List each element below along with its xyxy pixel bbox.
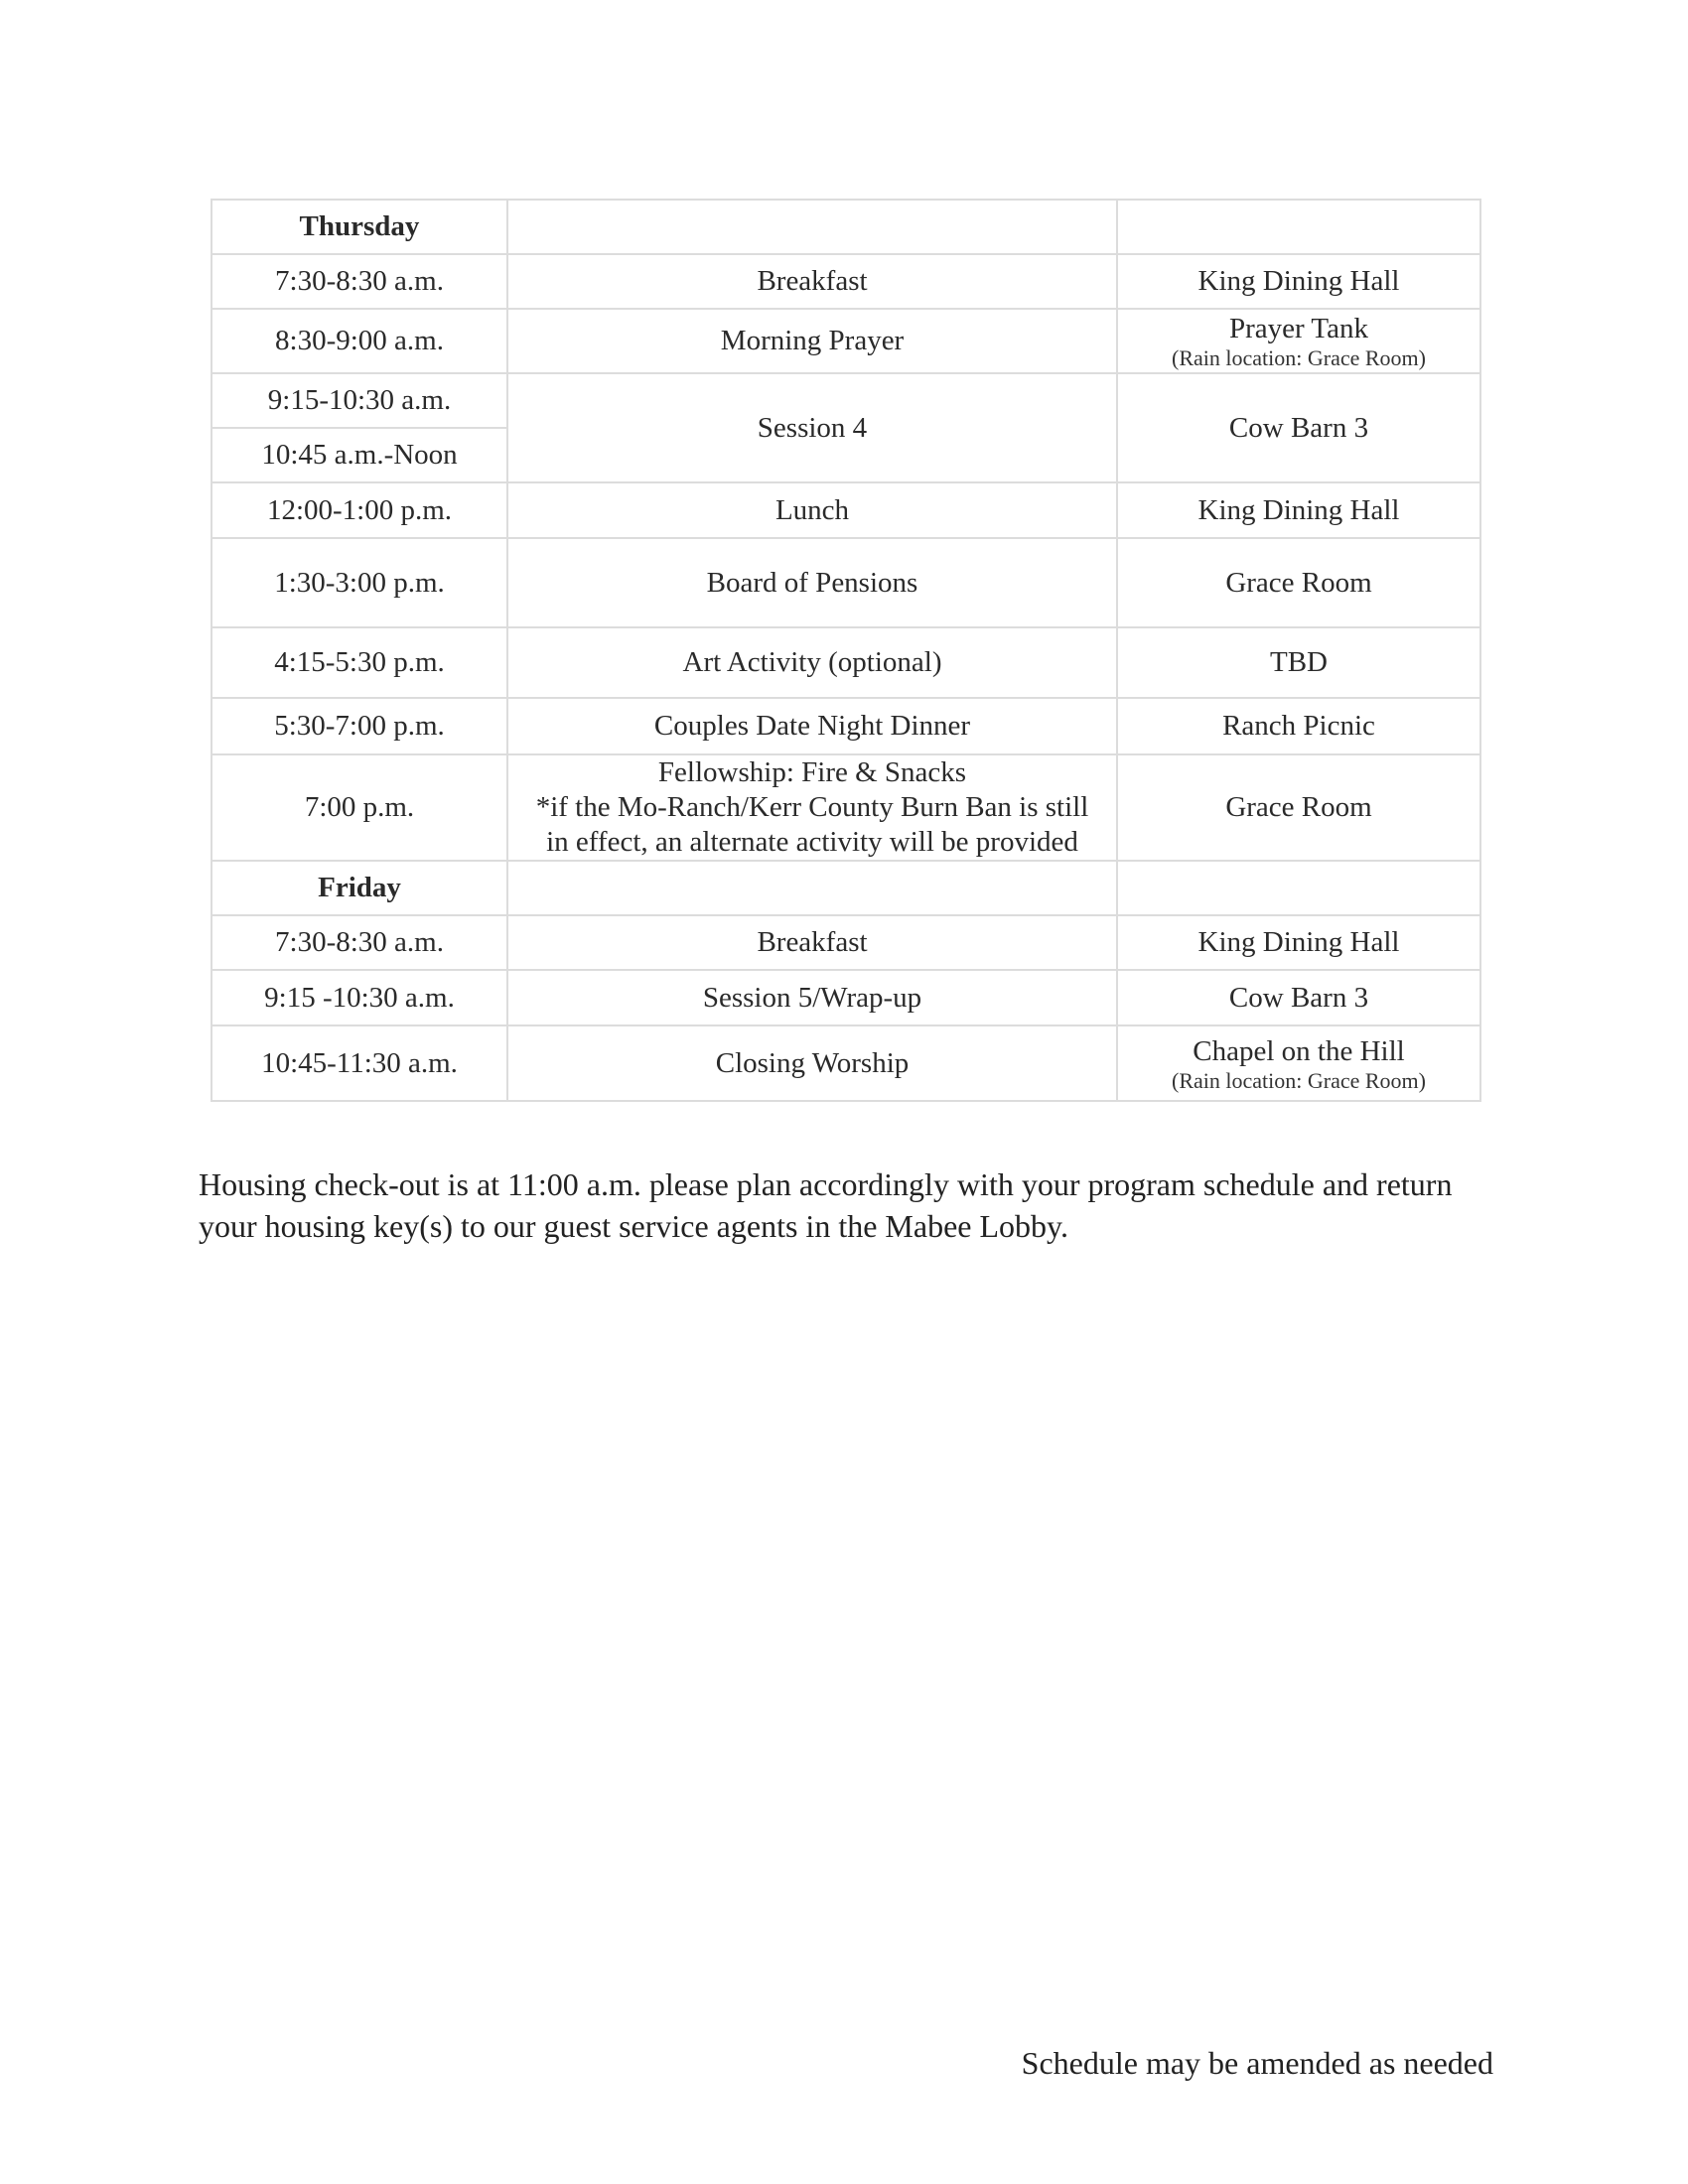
burn-ban-note: *if the Mo-Ranch/Kerr County Burn Ban is still <box>535 791 1089 823</box>
table-row <box>211 309 1480 373</box>
location-cell: TBD <box>1117 627 1480 698</box>
table-row <box>211 970 1480 1025</box>
empty-cell <box>1117 200 1480 254</box>
location-cell: Ranch Picnic <box>1117 698 1480 754</box>
location-cell: Cow Barn 3 <box>1117 970 1480 1025</box>
empty-cell <box>1117 861 1480 915</box>
location-cell: King Dining Hall <box>1117 482 1480 538</box>
checkout-note: Housing check-out is at 11:00 a.m. please plan accordingly with your program schedule and return your housing key(s) to our guest service agents in the Mabee Lobby. <box>199 1166 1453 1244</box>
table-row <box>211 254 1480 309</box>
location-cell: King Dining Hall <box>1117 254 1480 309</box>
day-header-row <box>211 200 1480 254</box>
time-cell: 7:00 p.m. <box>211 754 507 861</box>
location-cell: Grace Room <box>1117 538 1480 627</box>
location-name: Prayer Tank <box>1229 313 1368 344</box>
time-cell: 12:00-1:00 p.m. <box>211 482 507 538</box>
event-cell: Morning Prayer <box>507 309 1117 373</box>
location-cell: King Dining Hall <box>1117 915 1480 970</box>
empty-cell <box>507 861 1117 915</box>
table-row <box>211 627 1480 698</box>
table-row <box>211 754 1480 861</box>
time-cell: 4:15-5:30 p.m. <box>211 627 507 698</box>
location-cell <box>1117 309 1480 373</box>
schedule-table <box>211 199 1481 1102</box>
location-name: Chapel on the Hill <box>1193 1034 1405 1067</box>
table-row <box>211 1025 1480 1101</box>
event-cell <box>507 754 1117 861</box>
day-label: Friday <box>211 861 507 915</box>
event-cell: Lunch <box>507 482 1117 538</box>
footer-note: Schedule may be amended as needed <box>1021 2045 1493 2081</box>
event-cell: Session 4 <box>507 373 1117 482</box>
location-cell: Grace Room <box>1117 754 1480 861</box>
day-label: Thursday <box>211 200 507 254</box>
event-cell: Session 5/Wrap-up <box>507 970 1117 1025</box>
empty-cell <box>507 200 1117 254</box>
event-title: Fellowship: Fire & Snacks <box>657 756 967 788</box>
event-cell: Closing Worship <box>507 1025 1117 1101</box>
location-cell <box>1117 1025 1480 1101</box>
event-cell: Breakfast <box>507 915 1117 970</box>
time-cell: 9:15 -10:30 a.m. <box>211 970 507 1025</box>
table-row <box>211 373 1480 428</box>
table-row <box>211 915 1480 970</box>
time-cell: 5:30-7:00 p.m. <box>211 698 507 754</box>
event-cell: Couples Date Night Dinner <box>507 698 1117 754</box>
table-row <box>211 698 1480 754</box>
time-cell: 8:30-9:00 a.m. <box>211 309 507 373</box>
time-cell: 1:30-3:00 p.m. <box>211 538 507 627</box>
time-cell: 9:15-10:30 a.m. <box>211 373 507 428</box>
location-cell: Cow Barn 3 <box>1117 373 1480 482</box>
event-cell: Breakfast <box>507 254 1117 309</box>
rain-location-note: (Rain location: Grace Room) <box>1172 345 1426 370</box>
time-cell: 10:45 a.m.-Noon <box>211 428 507 482</box>
rain-location-note: (Rain location: Grace Room) <box>1172 1067 1426 1093</box>
event-cell: Board of Pensions <box>507 538 1117 627</box>
table-row <box>211 482 1480 538</box>
time-cell: 7:30-8:30 a.m. <box>211 915 507 970</box>
day-header-row <box>211 861 1480 915</box>
table-row <box>211 538 1480 627</box>
time-cell: 7:30-8:30 a.m. <box>211 254 507 309</box>
event-cell: Art Activity (optional) <box>507 627 1117 698</box>
burn-ban-note-continued: in effect, an alternate activity will be provided <box>546 826 1078 858</box>
time-cell: 10:45-11:30 a.m. <box>211 1025 507 1101</box>
